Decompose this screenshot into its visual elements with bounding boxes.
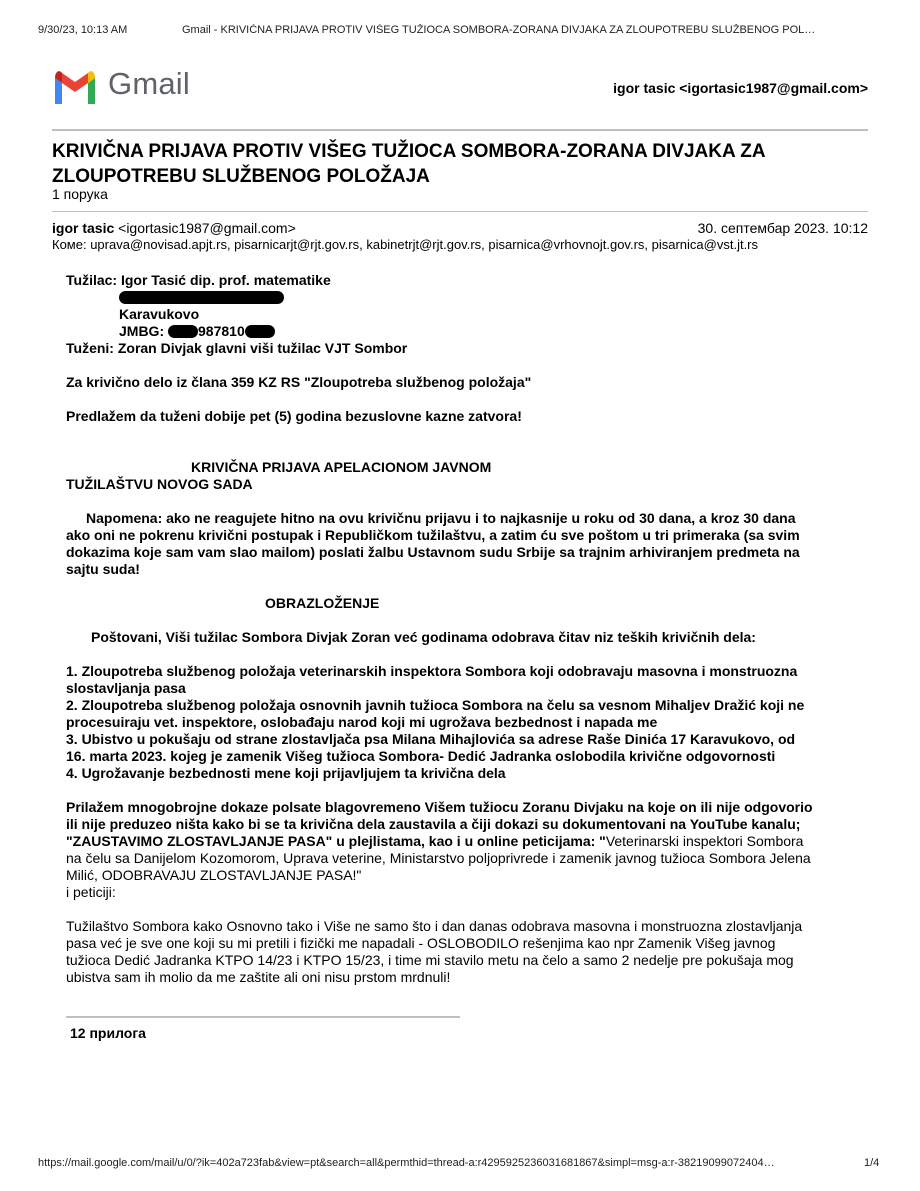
- body-line: Tuženi: Zoran Divjak glavni viši tužilac VJT Sombor: [66, 340, 408, 356]
- attachments-divider: [66, 1016, 460, 1018]
- paragraph-line: na čelu sa Danijelom Kozomorom, Uprava veterine, Ministarstvo poljoprivrede i zamenik javnog tužioca Sombora Jelena: [66, 850, 811, 866]
- paragraph-line: pasa već je sve one koji su mi pretili i fizički me napadali - OSLOBODILO rešenjima kao npr Zamenik Višeg javnog: [66, 935, 776, 951]
- subject-line-2: ZLOUPOTREBU SLUŽBENOG POLOŽAJA: [52, 166, 430, 187]
- paragraph-line: ili nije preduzeo ništa kako bi se ta krivična dela zaustavila a čiji dokazi su dokumentovani na YouTube kanalu;: [66, 816, 801, 832]
- redaction-mark: [245, 325, 275, 338]
- list-item: slostavljanja pasa: [66, 680, 186, 696]
- note-line: sajtu suda!: [66, 561, 140, 577]
- body-line: [66, 323, 866, 340]
- print-datetime: 9/30/23, 10:13 AM: [38, 24, 128, 36]
- section-heading: OBRAZLOŽENJE: [265, 595, 380, 611]
- body-line: Predlažem da tuženi dobije pet (5) godina bezuslovne kazne zatvora!: [66, 408, 522, 424]
- paragraph-line: Prilažem mnogobrojne dokaze polsate blagovremeno Višem tužiocu Zoranu Divjaku na koje on ili nije odgovorio: [66, 799, 813, 815]
- list-item: procesuiraju vet. inspektore, oslobađaju narod koji mi ugrožava bezbednost i napada me: [66, 714, 658, 730]
- message-count: 1 порука: [52, 186, 108, 202]
- message-body: [66, 272, 866, 986]
- subject-line-1: KRIVIČNA PRIJAVA PROTIV VIŠEG TUŽIOCA SOMBORA-ZORANA DIVJAKA ZA: [52, 141, 766, 162]
- note-line: ako oni ne pokrenu krivični postupak i Republičkom tužilaštvu, a zatim ću sve poštom u tri primeraka (sa svim: [66, 527, 800, 543]
- paragraph-line: i peticiji:: [66, 884, 116, 900]
- heading-line: TUŽILAŠTVU NOVOG SADA: [66, 476, 253, 492]
- list-item: 4. Ugrožavanje bezbednosti mene koji prijavljujem ta krivična dela: [66, 765, 506, 781]
- note-line: dokazima koje sam vam slao mailom) poslati žalbu Ustavnom sudu Srbije sa trajnim arhiviranjem predmeta na: [66, 544, 800, 560]
- divider: [52, 129, 868, 131]
- jmbg-partial: 987810: [198, 323, 245, 339]
- paragraph-line: ubistva sam ih molio da me zaštite ali oni nisu prstom mrdnuli!: [66, 969, 451, 985]
- paragraph-line: Tužilaštvo Sombora kako Osnovno tako i Više ne samo što i dan danas odobrava masovna i monstruozna zlostavljanja: [66, 918, 803, 934]
- account-label: igor tasic <igortasic1987@gmail.com>: [613, 80, 868, 96]
- body-line: Karavukovo: [119, 306, 200, 322]
- redacted-address: [66, 289, 866, 306]
- gmail-logo-icon: [52, 68, 98, 104]
- print-title: Gmail - KRIVIČNA PRIJAVA PROTIV VIŠEG TUŽIOCA SOMBORA-ZORANA DIVJAKA ZA ZLOUPOTREBU SLUŽBENOG POL…: [182, 24, 816, 36]
- sender: [52, 220, 296, 236]
- paragraph-line: "ZAUSTAVIMO ZLOSTAVLJANJE PASA" u plejlistama, kao i u online peticijama: "Veterinarski inspektori Sombora: [66, 833, 804, 849]
- page-number: 1/4: [864, 1157, 880, 1169]
- greeting: Poštovani, Viši tužilac Sombora Divjak Zoran već godinama odobrava čitav niz teških krivičnih dela:: [91, 629, 756, 645]
- note-line: Napomena: ako ne reagujete hitno na ovu krivičnu prijavu i to najkasnije u roku od 30 dana, a kroz 30 dana: [86, 510, 796, 526]
- print-url: https://mail.google.com/mail/u/0/?ik=402a723fab&view=pt&search=all&permthid=thread-a:r4295925236031681867&simpl=msg-a:r-38219099072404…: [38, 1157, 775, 1169]
- list-item: 16. marta 2023. kojeg je zamenik Višeg tužioca Sombora- Dedić Jadranka oslobodila krivične odgovornosti: [66, 748, 776, 764]
- sender-email: <igortasic1987@gmail.com>: [118, 220, 296, 236]
- attachments-count[interactable]: 12 прилога: [70, 1025, 146, 1041]
- body-line: Tužilac: Igor Tasić dip. prof. matematike: [66, 272, 331, 288]
- recipients: Коме: uprava@novisad.apjt.rs, pisarnicarjt@rjt.gov.rs, kabinetrjt@rjt.gov.rs, pisarnica@vrhovnojt.gov.rs, pisarnica@vst.jt.rs: [52, 237, 759, 252]
- list-item: 1. Zloupotreba službenog položaja veterinarskih inspektora Sombora koji odobravaju masovna i monstruozna: [66, 663, 798, 679]
- heading-line: KRIVIČNA PRIJAVA APELACIONOM JAVNOM: [191, 459, 492, 475]
- list-item: 3. Ubistvo u pokušaju od strane zlostavljača psa Milana Mihajlovića sa adrese Raše Dinića 17 Karavukovo, od: [66, 731, 796, 747]
- sender-name: igor tasic: [52, 220, 115, 236]
- jmbg-label: JMBG:: [119, 323, 165, 339]
- message-date: 30. септембар 2023. 10:12: [697, 220, 868, 236]
- paragraph-line: tužioca Dedić Jadranka KTPO 14/23 i KTPO 15/23, i time mi stavilo metu na čelo a samo 2 nedelje pre pokušaja mog: [66, 952, 794, 968]
- divider: [52, 211, 868, 212]
- list-item: 2. Zloupotreba službenog položaja osnovnih javnih tužioca Sombora na čelu sa vesnom Mihaljev Dražić koji ne: [66, 697, 805, 713]
- body-line: Za krivično delo iz člana 359 KZ RS "Zloupotreba službenog položaja": [66, 374, 532, 390]
- gmail-wordmark: Gmail: [108, 66, 190, 101]
- redaction-mark: [168, 325, 198, 338]
- thread-subject: [52, 139, 852, 189]
- paragraph-line: Milić, ODOBRAVAJU ZLOSTAVLJANJE PASA!": [66, 867, 362, 883]
